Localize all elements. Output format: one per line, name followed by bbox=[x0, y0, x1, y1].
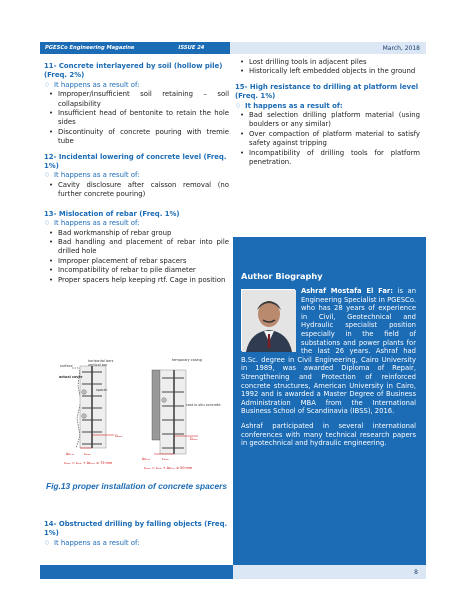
label-cast-in-situ: cast in-situ concrete bbox=[186, 403, 221, 407]
section-12-list bbox=[44, 181, 229, 200]
bio-paragraph-2: Ashraf participated in several international conferences with many technical research papers in geotechnical and hydraulic engineering. bbox=[241, 421, 416, 448]
section-11-list bbox=[44, 90, 229, 146]
author-photo bbox=[241, 289, 295, 351]
label-formula-left: cₙₒₘ = cₘᵢₙ + Δcₑₓₑ ≥ 75 mm bbox=[64, 461, 113, 465]
list-item: • Insufficient head of bentonite to retain the hole sides bbox=[44, 109, 229, 128]
label-surface: surface bbox=[60, 364, 73, 368]
header-left bbox=[40, 42, 230, 54]
label-dev-right: Δcₑₓₑ bbox=[142, 457, 151, 461]
page-number: 8 bbox=[414, 568, 418, 576]
label-dnom-left: Dₙₒₘ bbox=[115, 434, 123, 438]
section-13-title: 13- Mislocation of rebar (Freq. 1%) bbox=[44, 209, 180, 218]
list-item: • Over compaction of platform material to satisfy safety against tripping bbox=[235, 130, 420, 149]
section-12-title: 12- Incidental lowering of concrete level (Freq. 1%) bbox=[44, 152, 227, 171]
list-item: • Cavity disclosure after caisson removal (no further concrete pouring) bbox=[44, 181, 229, 200]
diamond-icon: ♢ bbox=[44, 80, 51, 89]
figure-caption: Fig.13 proper installation of concrete spacers bbox=[45, 481, 228, 491]
label-dnom-right: Dₙₒₘ bbox=[190, 437, 198, 441]
diamond-icon: ♢ bbox=[235, 101, 242, 110]
section-14-subtitle: ♢ It happens as a result of: bbox=[44, 538, 140, 547]
label-actual-cover: actual cover bbox=[59, 375, 83, 379]
label-spacer: spacer bbox=[96, 388, 108, 392]
diamond-icon: ♢ bbox=[44, 171, 51, 180]
list-item: • Bad workmanship of rebar group bbox=[44, 229, 229, 238]
footer-left bbox=[40, 565, 233, 579]
list-item: • Bad handling and placement of rebar into pile drilled hole bbox=[44, 238, 229, 257]
list-item: • Proper spacers help keeping rtf. Cage in position bbox=[44, 276, 229, 285]
label-temporary-casing: temporary casing bbox=[172, 358, 202, 362]
section-15-title: 15- High resistance to drilling at platform level (Freq. 1%) bbox=[235, 82, 419, 101]
bio-text bbox=[241, 287, 416, 448]
list-item: • Bad selection drilling platform material (using boulders or any similar) bbox=[235, 111, 420, 130]
footer-bar bbox=[40, 565, 426, 579]
section-13-list bbox=[44, 229, 229, 285]
list-item: • Improper placement of rebar spacers bbox=[44, 257, 229, 266]
header-bar bbox=[40, 42, 426, 54]
label-dev-left: Δcₑₓₑ bbox=[66, 452, 75, 456]
header-right bbox=[230, 42, 426, 54]
footer-right bbox=[233, 565, 426, 579]
section-12-subtitle: ♢ It happens as a result of: bbox=[44, 171, 140, 180]
section-15-subtitle: ♢ It happens as a result of: bbox=[235, 101, 343, 110]
diamond-icon: ♢ bbox=[44, 219, 51, 228]
list-item: • Discontinuity of concrete pouring with tremie tube bbox=[44, 128, 229, 147]
section-11-subtitle: ♢ It happens as a result of: bbox=[44, 80, 140, 89]
label-cnom-right: cₙₒₘ bbox=[162, 457, 169, 461]
issue-date: March, 2018 bbox=[382, 44, 420, 52]
diamond-icon: ♢ bbox=[44, 538, 51, 547]
list-item: • Historically left embedded objects in the ground bbox=[235, 67, 420, 76]
author-name: Ashraf Mostafa El Far: bbox=[301, 287, 394, 295]
section-11-title: 11- Concrete interlayered by soil (hollow pile) (Freq. 2%) bbox=[44, 62, 223, 80]
section-15-list bbox=[235, 111, 420, 167]
right-column bbox=[235, 58, 420, 167]
section-13-subtitle: ♢ It happens as a result of: bbox=[44, 219, 140, 228]
spacer-diagram bbox=[58, 356, 221, 474]
list-item: • Incompatibility of rebar to pile diameter bbox=[44, 266, 229, 275]
bio-paragraph-1: is an Engineering Specialist in PGESCo. who has 28 years of experience in Civil, Geotechnical and Hydraulic specialist position especially in the field of substations and power plants for the last 26 years. Ashraf had B.Sc. degree in Civil Engineering, Cairo University in 1989, was awarded Diploma of Repair, Strengthening and Protection of reinforced concrete structures, American University in Cairo, 1992 and is awarded a Master Degree of Business Administration MBA from the International Business School of Scandinavia (IBSS), 2016. bbox=[241, 287, 416, 416]
section-14-title: 14- Obstructed drilling by falling objects (Freq. 1%) bbox=[44, 520, 228, 538]
list-item: • Improper/insufficient soil retaining – soil collapsibility bbox=[44, 90, 229, 109]
left-column bbox=[44, 62, 229, 285]
label-horizontal-bars: horizontal bars bbox=[88, 359, 114, 363]
continued-list bbox=[235, 58, 420, 77]
label-vertical-bar: vertical bar bbox=[88, 363, 108, 367]
issue-number: ISSUE 24 bbox=[178, 45, 205, 51]
magazine-title: PGESCo Engineering Magazine bbox=[45, 45, 135, 51]
bio-title: Author Biography bbox=[241, 271, 323, 281]
label-cnom-left: cₙₒₘ bbox=[84, 452, 91, 456]
label-formula-right: cₙₒₘ = cₘᵢₙ + Δcₑₓₑ ≥ 50 mm bbox=[144, 466, 193, 470]
list-item: • Incompatibility of drilling tools for platform penetration. bbox=[235, 149, 420, 168]
list-item: • Lost drilling tools in adjacent piles bbox=[235, 58, 420, 67]
author-biography-panel bbox=[233, 237, 426, 565]
section-14 bbox=[44, 520, 229, 548]
